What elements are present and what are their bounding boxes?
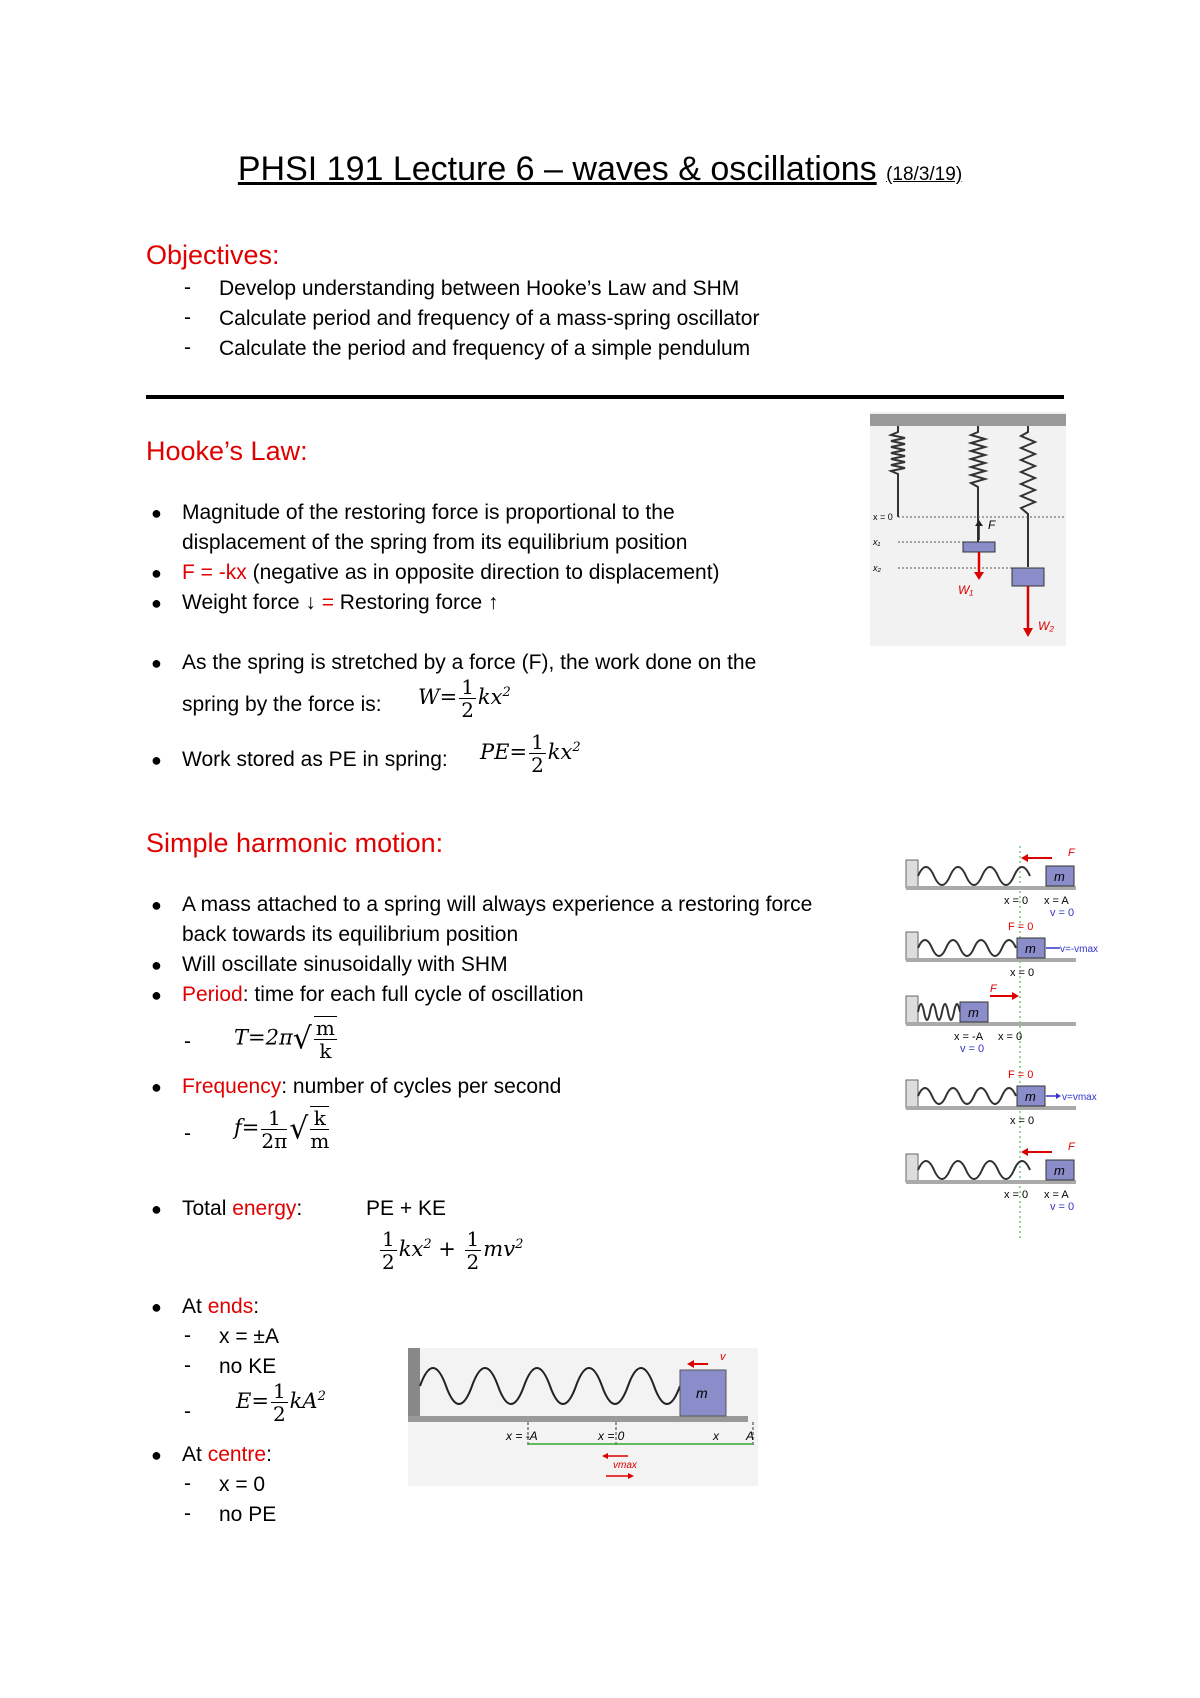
- bullet-icon: ●: [151, 750, 162, 770]
- half-fraction: [271, 1380, 288, 1425]
- shm-state-1: [906, 847, 1076, 919]
- spring-icon: [918, 940, 1016, 956]
- frequency-equation: [234, 1106, 331, 1152]
- x0-label: x = 0: [873, 512, 893, 522]
- dash-marker: -: [184, 276, 191, 299]
- shm-heading: Simple harmonic motion:: [146, 828, 444, 858]
- period-desc: : time for each full cycle of oscillation: [242, 983, 584, 1006]
- vpos-label: v=vmax: [1062, 1092, 1097, 1103]
- energy-equation: $\frac{1}{2}$ $kx^2$ + $\frac{1}{2}$ $mv^2$: [382, 1227, 524, 1274]
- mass-block: [1012, 568, 1044, 586]
- frac-num: m: [315, 1016, 335, 1040]
- ends-pre: At: [182, 1295, 208, 1318]
- title-date: (18/3/19): [886, 164, 963, 185]
- frac-den: 2: [272, 1402, 286, 1426]
- vmax-label: vmax: [613, 1460, 637, 1471]
- centre-line: At centre:: [182, 1443, 272, 1466]
- title-main: PHSI 191 Lecture 6 – waves & oscillations: [237, 150, 877, 188]
- objective-item: Develop understanding between Hooke’s Law and SHM: [219, 277, 740, 300]
- x0-label: x = 0: [1004, 1189, 1029, 1201]
- force-label: F: [1068, 847, 1075, 859]
- bottom-oscillator-figure: [408, 1348, 758, 1486]
- period-label: Period: [182, 983, 243, 1006]
- bullet-icon: ●: [151, 895, 162, 915]
- hooke-bullet-4-line2: spring by the force is:: [182, 693, 382, 716]
- energy-label: energy: [232, 1197, 297, 1220]
- half-fraction: [459, 676, 476, 721]
- square-sup: 2: [572, 740, 581, 755]
- x0-label: x = 0: [1010, 1115, 1035, 1127]
- arrow-up-icon: ↑: [488, 591, 499, 614]
- end-eq-lhs: E=: [236, 1389, 269, 1413]
- arrow-left-icon: [1021, 854, 1028, 862]
- x0-label: x = 0: [1010, 967, 1035, 979]
- dash-marker: -: [184, 1354, 191, 1377]
- end-energy-equation: [236, 1380, 326, 1425]
- bullet-icon: ●: [151, 563, 162, 583]
- sqrt-icon: √: [292, 1021, 312, 1057]
- section-divider: [146, 395, 1064, 399]
- objective-item: Calculate period and frequency of a mass-spring oscillator: [219, 307, 760, 330]
- weight-force-label: Weight force: [182, 591, 306, 614]
- xA-label: x = A: [1044, 895, 1069, 907]
- frac-num: 1: [461, 675, 474, 699]
- mass-block: [963, 542, 995, 552]
- dash-marker: -: [184, 1400, 191, 1423]
- energy-post: :: [296, 1197, 303, 1220]
- shm-bullet-1: [182, 890, 812, 950]
- spring-icon: [918, 1161, 1030, 1179]
- v0-label: v = 0: [960, 1043, 985, 1055]
- arrow-right-icon: [1012, 992, 1019, 1000]
- bullet-icon: ●: [151, 985, 162, 1005]
- work-eq-kx: kx: [477, 685, 503, 709]
- bullet-icon: ●: [151, 653, 162, 673]
- k-over-m: [310, 1106, 329, 1152]
- hooke-b1-line2: displacement of the spring from its equilibrium position: [182, 531, 688, 554]
- xnA-label: x = -A: [506, 1429, 538, 1443]
- bullet-icon: ●: [151, 1297, 162, 1317]
- shm-state-4: [906, 1069, 1097, 1127]
- shm-states-figure: [900, 846, 1100, 1238]
- sqrt-icon: √: [289, 1111, 309, 1147]
- spring-icon: [918, 1004, 960, 1020]
- x0-label: x = 0: [998, 1031, 1023, 1043]
- arrow-down-icon: ↓: [305, 591, 316, 614]
- xnA-label: x = -A: [954, 1031, 984, 1043]
- hooke-spring-figure: [870, 412, 1066, 646]
- frac-num: 1: [466, 1227, 480, 1251]
- force-label: F: [988, 518, 996, 532]
- arrow-left-icon: [1021, 1148, 1028, 1156]
- x0-label: x = 0: [1004, 895, 1029, 907]
- energy-pre: Total: [182, 1197, 233, 1220]
- half-fraction: [529, 731, 546, 776]
- f0-label: F = 0: [1008, 921, 1034, 933]
- velocity-label: v: [720, 1351, 726, 1363]
- frac-num: 1: [272, 1379, 286, 1403]
- hooke-bullet-1: [182, 498, 687, 558]
- period-eq-lhs: T=2π: [234, 1025, 293, 1050]
- mass-label: m: [696, 1385, 708, 1401]
- frac-den: 2: [531, 753, 544, 777]
- mass-label: m: [1054, 1163, 1065, 1178]
- bullet-icon: ●: [151, 593, 162, 613]
- spring-icon: [918, 867, 1030, 885]
- w1-label: W₁: [958, 583, 974, 597]
- bullet-icon: ●: [151, 955, 162, 975]
- xA-label: x = A: [1044, 1189, 1069, 1201]
- dash-marker: -: [184, 306, 191, 329]
- equals-sign: =: [321, 591, 334, 614]
- half-fraction: [465, 1228, 482, 1273]
- dash-marker: -: [184, 1324, 191, 1347]
- freq-eq-lhs: f=: [234, 1115, 260, 1140]
- x1-label: x₁: [873, 537, 881, 547]
- v0-label: v = 0: [1050, 907, 1075, 919]
- mass-label: m: [1025, 941, 1036, 956]
- energy-kx: kx: [398, 1237, 424, 1261]
- dash-marker: -: [184, 1502, 191, 1525]
- mass-label: m: [968, 1005, 979, 1020]
- pe-eq-lhs: PE=: [480, 740, 528, 764]
- m-over-k: [314, 1016, 337, 1062]
- frac-num: 1: [531, 730, 544, 754]
- square-sup: 2: [515, 1237, 524, 1252]
- square-sup: 2: [502, 685, 511, 700]
- energy-line: [182, 1194, 302, 1224]
- vneg-label: v=-vmax: [1060, 944, 1099, 955]
- hooke-bullet-2: [182, 558, 720, 588]
- arrow-right-icon: [1056, 1093, 1061, 1099]
- ends-label: ends: [207, 1295, 254, 1318]
- w2-label: W₂: [1038, 619, 1054, 633]
- frac-num: 1: [382, 1227, 395, 1251]
- bullet-icon: ●: [151, 1199, 162, 1219]
- end-eq-ka: kA: [289, 1389, 318, 1413]
- hooke-bullet-4-line1: As the spring is stretched by a force (F), the work done on the: [182, 651, 757, 674]
- frac-den: m: [310, 1129, 330, 1153]
- energy-expression: PE + KE: [366, 1197, 446, 1220]
- ends-item: no KE: [219, 1355, 277, 1378]
- x0-label: x = 0: [598, 1429, 625, 1443]
- shm-b1-line2: back towards its equilibrium position: [182, 923, 519, 946]
- mass-label: m: [1054, 869, 1065, 884]
- frac-num: k: [310, 1107, 329, 1130]
- frac-den: 2π: [261, 1128, 288, 1153]
- frequency-desc: : number of cycles per second: [281, 1075, 562, 1098]
- bullet-icon: ●: [151, 1077, 162, 1097]
- objective-item: Calculate the period and frequency of a simple pendulum: [219, 337, 751, 360]
- frequency-label: Frequency: [182, 1075, 282, 1098]
- frequency-line: [182, 1072, 561, 1102]
- hooke-bullet-5: Work stored as PE in spring:: [182, 748, 448, 771]
- ends-item: x = ±A: [219, 1325, 279, 1348]
- centre-item: no PE: [219, 1503, 277, 1526]
- dash-marker: -: [184, 1472, 191, 1495]
- period-equation: [234, 1016, 339, 1062]
- shm-state-2: [906, 921, 1098, 979]
- centre-label: centre: [207, 1443, 267, 1466]
- restoring-force-label: Restoring force: [333, 591, 489, 614]
- objectives-heading: Objectives:: [146, 240, 280, 270]
- hooke-heading: Hooke’s Law:: [146, 436, 308, 466]
- centre-item: x = 0: [219, 1473, 266, 1496]
- square-sup: 2: [423, 1237, 432, 1252]
- dash-marker: -: [184, 1030, 191, 1053]
- period-line: [182, 980, 584, 1010]
- page-title: [0, 150, 1200, 189]
- shm-b1-line1: A mass attached to a spring will always experience a restoring force: [182, 893, 813, 916]
- pe-equation: [480, 731, 581, 776]
- force-label: F: [990, 983, 997, 995]
- work-eq-lhs: W=: [418, 685, 458, 709]
- square-sup: 2: [317, 1389, 326, 1404]
- spring-icon: [918, 1088, 1016, 1104]
- half-fraction: [380, 1228, 397, 1273]
- hooke-formula: F = -kx: [182, 561, 247, 584]
- dash-marker: -: [184, 336, 191, 359]
- force-label: F: [1068, 1141, 1075, 1153]
- frac-den: 2: [466, 1250, 480, 1274]
- hooke-formula-note: (negative as in opposite direction to displacement): [246, 561, 720, 584]
- v0-label: v = 0: [1050, 1201, 1075, 1213]
- x2-label: x₂: [873, 563, 881, 573]
- hooke-b1-line1: Magnitude of the restoring force is proportional to the: [182, 501, 675, 524]
- f0-label: F = 0: [1008, 1069, 1034, 1081]
- shm-state-5: [906, 1141, 1076, 1213]
- work-equation: [418, 676, 511, 721]
- A-label: A: [746, 1429, 755, 1443]
- x-label: x: [713, 1429, 719, 1443]
- bullet-icon: ●: [151, 503, 162, 523]
- hooke-bullet-3: [182, 588, 499, 618]
- pe-eq-kx: kx: [547, 740, 573, 764]
- frac-num: 1: [261, 1107, 287, 1130]
- frac-den: 2: [461, 698, 474, 722]
- mass-label: m: [1025, 1089, 1036, 1104]
- dash-marker: -: [184, 1122, 191, 1145]
- shm-bullet-2: Will oscillate sinusoidally with SHM: [182, 953, 508, 976]
- shm-state-3: [906, 983, 1076, 1055]
- frac-den: k: [319, 1039, 332, 1063]
- bullet-icon: ●: [151, 1445, 162, 1465]
- ends-line: At ends:: [182, 1295, 260, 1318]
- centre-pre: At: [182, 1443, 208, 1466]
- frac-den: 2: [382, 1250, 395, 1274]
- one-over-2pi: [261, 1107, 287, 1152]
